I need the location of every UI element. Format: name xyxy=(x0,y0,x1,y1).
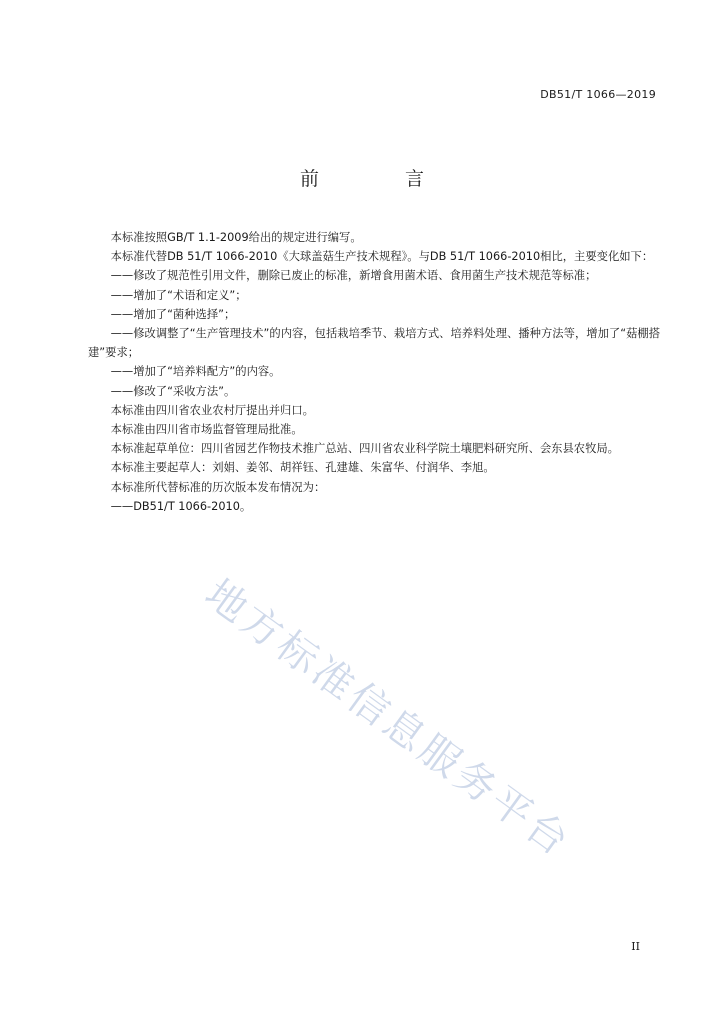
page-number: II xyxy=(631,940,640,953)
paragraph: 本标准由四川省农业农村厅提出并归口。 xyxy=(110,403,314,417)
paragraph: 本标准按照GB/T 1.1-2009给出的规定进行编写。 xyxy=(110,231,362,244)
paragraph: ——增加了“菌种选择”； xyxy=(110,307,236,321)
paragraph: ——DB51/T 1066-2010。 xyxy=(110,499,252,513)
paragraph: ——修改了规范性引用文件，删除已废止的标准，新增食用菌术语、食用菌生产技术规范等标准； xyxy=(110,269,597,283)
paragraph: ——修改调整了“生产管理技术”的内容，包括栽培季节、栽培方式、培养料处理、播种方法等，增加了“菇棚搭建”要求； xyxy=(88,327,660,360)
paragraph: 本标准代替DB 51/T 1066-2010《大球盖菇生产技术规程》。与DB 51/T 1066-2010相比，主要变化如下： xyxy=(110,250,654,264)
paragraph: 本标准所代替标准的历次版本发布情况为： xyxy=(110,480,326,494)
paragraph: 本标准起草单位：四川省园艺作物技术推广总站、四川省农业科学院土壤肥料研究所、会东县农牧局。 xyxy=(110,442,619,456)
paragraph: ——增加了“培养料配方”的内容。 xyxy=(110,365,281,379)
foreword-body xyxy=(88,228,660,516)
standard-code: DB51/T 1066—2019 xyxy=(540,88,656,101)
paragraph: 本标准由四川省市场监督管理局批准。 xyxy=(110,423,303,437)
paragraph: 本标准主要起草人：刘娟、姜邻、胡祥钰、孔建雄、朱富华、付润华、李旭。 xyxy=(110,461,495,475)
paragraph: ——修改了“采收方法”。 xyxy=(110,384,236,398)
watermark: 地方标准信息服务平台 xyxy=(196,570,580,867)
paragraph: ——增加了“术语和定义”； xyxy=(110,288,247,302)
page-title: 前 言 xyxy=(299,168,465,190)
